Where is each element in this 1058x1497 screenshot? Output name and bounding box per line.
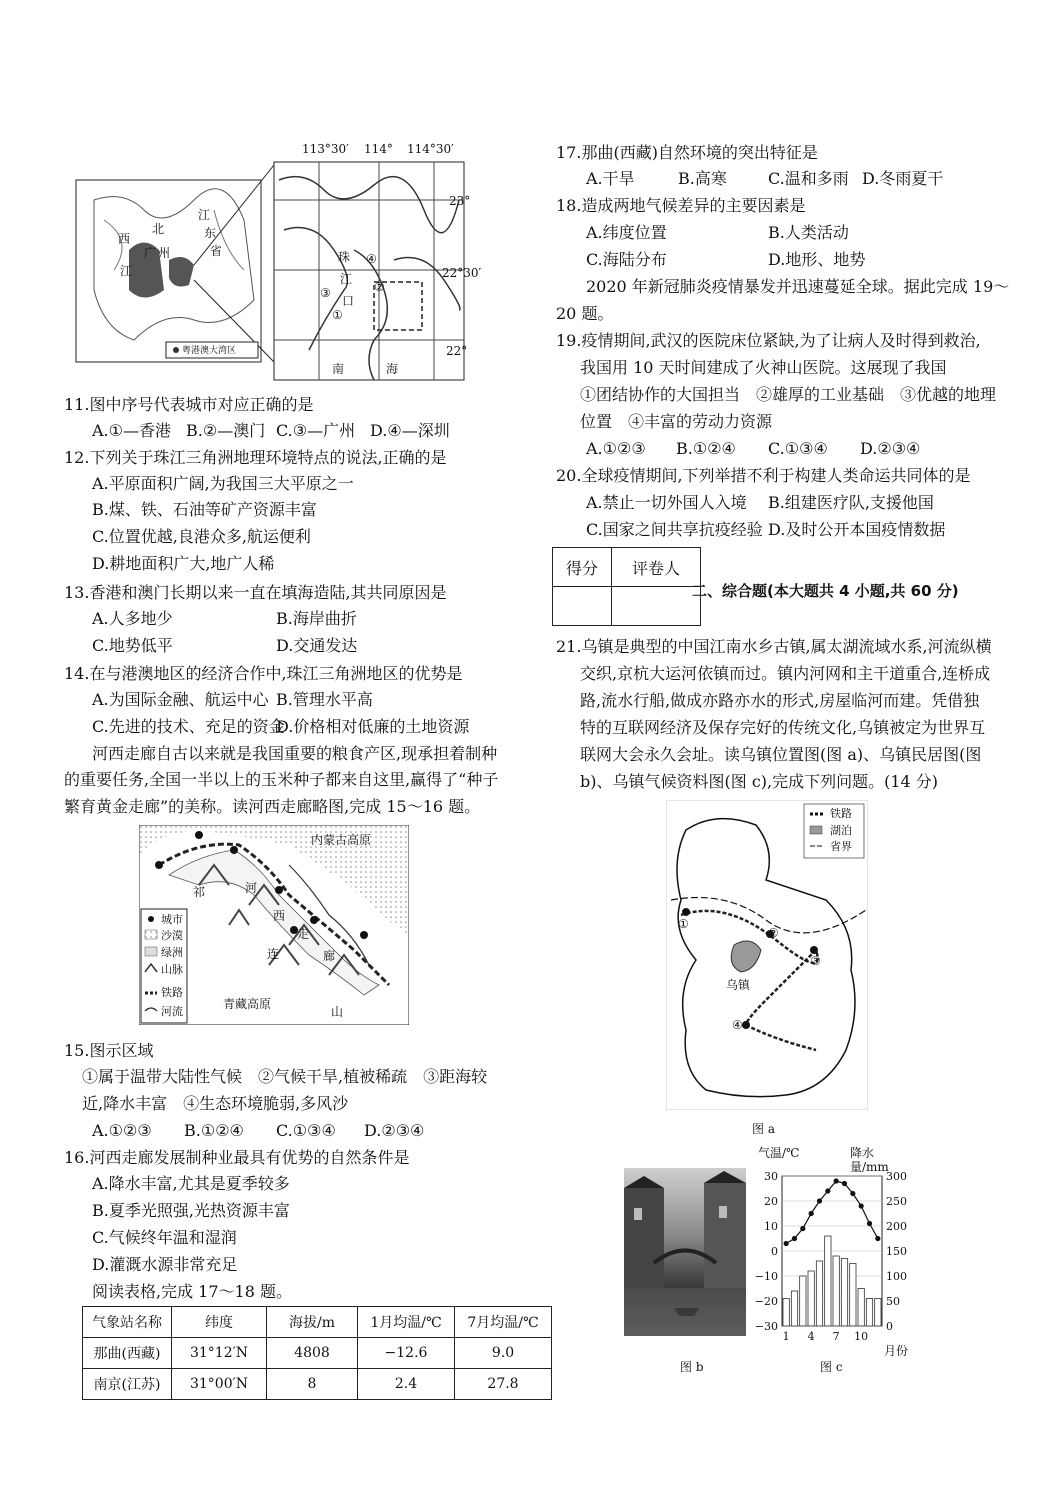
place-label: 江 [120, 264, 133, 278]
precip-bar [833, 1256, 839, 1326]
place-label: 珠 [338, 250, 351, 264]
place-label: 海 [386, 362, 399, 376]
table-cell: 那曲(西藏) [83, 1338, 172, 1369]
temp-point [834, 1178, 839, 1183]
temp-point [842, 1181, 847, 1186]
score-box [552, 547, 701, 626]
q21-line: 特的互联网经济及保存完好的传统文化,乌镇被定为世界互 [580, 718, 986, 737]
precip-bar [791, 1291, 797, 1326]
precip-bar [850, 1264, 856, 1327]
y-left-label: 气温/℃ [758, 1146, 800, 1160]
town-label: 乌镇 [726, 978, 751, 992]
x-axis-label: 月份 [884, 1344, 909, 1358]
question-17-stem: 17.那曲(西藏)自然环境的突出特征是 [556, 143, 818, 162]
place-label: 江 [198, 208, 211, 222]
map2-label: 内蒙古高原 [311, 833, 372, 847]
y-right-tick: 150 [886, 1245, 907, 1258]
intro-17: 阅读表格,完成 17～18 题。 [92, 1282, 292, 1301]
place-label: 西 [118, 232, 131, 246]
y-left-tick: 10 [764, 1220, 778, 1233]
q19-line: ①团结协作的大国担当 ②雄厚的工业基础 ③优越的地理 [580, 385, 997, 404]
climate-table [82, 1306, 552, 1400]
y-left-tick: −20 [754, 1295, 778, 1308]
temp-point [800, 1226, 805, 1231]
q13-option-b: B.海岸曲折 [276, 609, 357, 628]
precip-bar [858, 1289, 864, 1327]
wuzhen-location-map [666, 800, 868, 1110]
temp-point [792, 1236, 797, 1241]
q14-option-d: D.价格相对低廉的土地资源 [276, 717, 470, 736]
q19-option-b: B.①②④ [676, 439, 736, 458]
q13-option-a: A.人多地少 [92, 609, 173, 628]
lon-label: 113°30′ [302, 142, 349, 156]
figure-a-caption: 图 a [752, 1122, 775, 1136]
q15-items-line: 近,降水丰富 ④生态环境脆弱,多风沙 [82, 1094, 349, 1113]
map2-label: 河 [245, 881, 258, 895]
place-label: 北 [152, 222, 165, 236]
q13-option-d: D.交通发达 [276, 636, 358, 655]
intro-15-line: 繁育黄金走廊”的美称。读河西走廊略图,完成 15～16 题。 [64, 797, 481, 816]
lon-label: 114°30′ [407, 142, 454, 156]
precip-bar [800, 1276, 806, 1326]
climate-table-grid [82, 1306, 552, 1400]
reviewer-field[interactable] [612, 587, 701, 626]
q20-option-a: A.禁止一切外国人入境 [586, 493, 747, 512]
q17-option-b: B.高寒 [678, 169, 727, 188]
temp-point [867, 1221, 872, 1226]
map2-label: 连 [267, 947, 280, 961]
y-left-tick: 20 [764, 1195, 778, 1208]
question-16-stem: 16.河西走廊发展制种业最具有优势的自然条件是 [64, 1148, 410, 1167]
question-20-stem: 20.全球疫情期间,下列举措不利于构建人类命运共同体的是 [556, 466, 971, 485]
figure-b-caption: 图 b [680, 1360, 704, 1374]
q12-option-b: B.煤、铁、石油等矿产资源丰富 [92, 500, 317, 519]
y-left-tick: −30 [754, 1320, 778, 1333]
q11-option-a: A.①—香港 [92, 421, 171, 440]
q19-option-c: C.①③④ [768, 439, 828, 458]
x-tick: 7 [832, 1330, 840, 1343]
intro-19-line: 2020 年新冠肺炎疫情暴发并迅速蔓延全球。据此完成 19～ [586, 277, 1010, 296]
q16-option-c: C.气候终年温和湿润 [92, 1228, 237, 1247]
map2-label: 廊 [323, 949, 336, 963]
map2-label: 走 [297, 927, 310, 941]
temp-point [850, 1191, 855, 1196]
table-cell: 8 [267, 1369, 358, 1400]
question-15-stem: 15.图示区域 [64, 1041, 154, 1060]
legend-label: 铁路 [830, 807, 852, 820]
wuzhen-photo [624, 1168, 746, 1336]
q14-option-a: A.为国际金融、航运中心 [92, 690, 269, 709]
q17-option-a: A.干旱 [586, 169, 635, 188]
city-marker: ② [374, 280, 385, 294]
q17-option-d: D.冬雨夏干 [862, 169, 944, 188]
q11-option-c: C.③—广州 [276, 421, 356, 440]
q16-option-a: A.降水丰富,尤其是夏季较多 [92, 1174, 290, 1193]
pearl-river-map [74, 140, 482, 385]
x-tick: 1 [782, 1330, 790, 1343]
table-header: 纬度 [172, 1307, 267, 1338]
place-label: 广 [144, 246, 157, 260]
x-tick: 10 [854, 1330, 869, 1343]
map2-label: 青藏高原 [223, 997, 272, 1011]
q11-option-b: B.②—澳门 [186, 421, 266, 440]
pearl-river-map-svg [74, 140, 482, 385]
q15-option-a: A.①②③ [92, 1121, 152, 1140]
legend-label: 粤港澳大湾区 [182, 346, 237, 356]
table-header: 海拔/m [267, 1307, 358, 1338]
temp-point [875, 1236, 880, 1241]
precip-bar [808, 1271, 814, 1326]
city-marker: ① [678, 917, 689, 931]
lat-label: 23° [449, 194, 471, 208]
q20-option-d: D.及时公开本国疫情数据 [768, 520, 946, 539]
intro-15-line: 河西走廊自古以来就是我国重要的粮食产区,现承担着制种 [92, 744, 498, 763]
temp-point [825, 1188, 830, 1193]
question-14-stem: 14.在与港澳地区的经济合作中,珠江三角洲地区的优势是 [64, 664, 463, 683]
wuzhen-photo-svg [624, 1168, 746, 1336]
table-cell: −12.6 [358, 1338, 455, 1369]
score-label: 得分 [553, 548, 612, 587]
city-marker: ① [332, 308, 343, 322]
map2-label: 祁 [193, 885, 206, 899]
q19-line: 位置 ④丰富的劳动力资源 [580, 412, 773, 431]
q14-option-b: B.管理水平高 [276, 690, 373, 709]
place-label: 州 [158, 246, 171, 260]
q21-line: 联网大会永久会址。读乌镇位置图(图 a)、乌镇民居图(图 [580, 745, 982, 764]
place-label: 省 [210, 244, 223, 258]
temp-point [784, 1241, 789, 1246]
q15-items-line: ①属于温带大陆性气候 ②气候干旱,植被稀疏 ③距海较 [82, 1067, 488, 1086]
lon-label: 114° [364, 142, 393, 156]
city-marker: ② [768, 926, 779, 940]
q18-option-d: D.地形、地势 [768, 250, 866, 269]
city-marker: ③ [810, 954, 821, 968]
legend-label: 城市 [161, 913, 183, 926]
q17-option-c: C.温和多雨 [768, 169, 849, 188]
y-right-tick: 100 [886, 1270, 907, 1283]
section-2-heading: 二、综合题(本大题共 4 小题,共 60 分) [692, 582, 959, 600]
legend-label: 湖泊 [830, 824, 852, 837]
q15-option-c: C.①③④ [276, 1121, 336, 1140]
intro-15-line: 的重要任务,全国一半以上的玉米种子都来自这里,赢得了“种子 [64, 770, 499, 789]
q19-line: 我国用 10 天时间建成了火神山医院。这展现了我国 [580, 358, 947, 377]
city-marker: ④ [732, 1018, 743, 1032]
question-12-stem: 12.下列关于珠江三角洲地理环境特点的说法,正确的是 [64, 448, 447, 467]
table-header: 7月均温/℃ [455, 1307, 552, 1338]
city-marker: ④ [366, 252, 377, 266]
q21-line: 21.乌镇是典型的中国江南水乡古镇,属太湖流域水系,河流纵横 [556, 637, 992, 656]
place-label: 口 [342, 294, 355, 308]
q12-option-c: C.位置优越,良港众多,航运便利 [92, 527, 311, 546]
precip-bar [825, 1236, 831, 1326]
question-11-stem: 11.图中序号代表城市对应正确的是 [64, 395, 314, 414]
q15-option-b: B.①②④ [184, 1121, 244, 1140]
precip-bar [875, 1299, 881, 1327]
table-cell: 31°00′N [172, 1369, 267, 1400]
precip-bar [816, 1261, 822, 1326]
y-right-tick: 50 [886, 1295, 900, 1308]
q18-option-a: A.纬度位置 [586, 223, 667, 242]
city-marker: ③ [320, 286, 331, 300]
precip-bar [783, 1299, 789, 1327]
table-header: 气象站名称 [83, 1307, 172, 1338]
x-tick: 4 [807, 1330, 815, 1343]
q18-option-c: C.海陆分布 [586, 250, 667, 269]
q21-line: 交织,京杭大运河依镇而过。镇内河网和主干道重合,连桥成 [580, 664, 991, 683]
q16-option-d: D.灌溉水源非常充足 [92, 1255, 238, 1274]
y-right-label: 降水量/mm [850, 1146, 889, 1174]
y-right-tick: 250 [886, 1195, 907, 1208]
temp-point [859, 1203, 864, 1208]
table-cell: 2.4 [358, 1369, 455, 1400]
temp-point [817, 1198, 822, 1203]
q16-option-b: B.夏季光照强,光热资源丰富 [92, 1201, 290, 1220]
map2-label: 西 [273, 909, 286, 923]
table-cell: 27.8 [455, 1369, 552, 1400]
q21-line: b)、乌镇气候资料图(图 c),完成下列问题。(14 分) [580, 772, 939, 791]
map2-label: 山 [331, 1005, 344, 1019]
q19-option-d: D.②③④ [860, 439, 921, 458]
q15-option-d: D.②③④ [364, 1121, 425, 1140]
legend-label: 省界 [830, 840, 852, 853]
y-right-tick: 300 [886, 1170, 907, 1183]
hexi-corridor-map [139, 825, 409, 1025]
place-label: 江 [340, 272, 353, 286]
table-cell: 31°12′N [172, 1338, 267, 1369]
table-row [83, 1369, 552, 1400]
figure-c-caption: 图 c [820, 1360, 843, 1374]
q19-option-a: A.①②③ [586, 439, 646, 458]
precip-bar [841, 1259, 847, 1327]
climate-chart-svg [752, 1146, 912, 1376]
q21-line: 路,流水行船,做成亦路亦水的形式,房屋临河而建。凭借独 [580, 691, 980, 710]
legend-label: 沙漠 [161, 929, 183, 942]
table-cell: 南京(江苏) [83, 1369, 172, 1400]
table-row [83, 1338, 552, 1369]
q13-option-c: C.地势低平 [92, 636, 173, 655]
y-right-tick: 200 [886, 1220, 907, 1233]
place-label: 东 [204, 226, 217, 240]
table-header-row [83, 1307, 552, 1338]
precip-bar [866, 1299, 872, 1327]
temp-point [809, 1211, 814, 1216]
legend-label: 山脉 [161, 963, 183, 976]
lat-label: 22°30′ [442, 266, 482, 280]
question-18-stem: 18.造成两地气候差异的主要因素是 [556, 196, 806, 215]
legend-label: 铁路 [161, 986, 183, 999]
table-cell: 9.0 [455, 1338, 552, 1369]
legend-label: 河流 [161, 1005, 183, 1018]
lat-label: 22° [446, 344, 468, 358]
q18-option-b: B.人类活动 [768, 223, 849, 242]
q20-option-b: B.组建医疗队,支援他国 [768, 493, 934, 512]
q11-option-d: D.④—深圳 [370, 421, 450, 440]
y-right-tick: 0 [886, 1320, 893, 1333]
score-field[interactable] [553, 587, 612, 626]
y-left-tick: 0 [771, 1245, 778, 1258]
score-box-grid [552, 547, 701, 626]
legend-label: 绿洲 [161, 946, 183, 959]
table-header: 1月均温/℃ [358, 1307, 455, 1338]
place-label: 南 [332, 362, 345, 376]
intro-19-line: 20 题。 [556, 304, 614, 323]
table-cell: 4808 [267, 1338, 358, 1369]
reviewer-label: 评卷人 [612, 548, 701, 587]
climate-chart [752, 1146, 912, 1376]
question-13-stem: 13.香港和澳门长期以来一直在填海造陆,其共同原因是 [64, 583, 447, 602]
q12-option-a: A.平原面积广阔,为我国三大平原之一 [92, 474, 354, 493]
y-left-tick: 30 [764, 1170, 778, 1183]
q19-line: 19.疫情期间,武汉的医院床位紧缺,为了让病人及时得到救治, [556, 331, 981, 350]
q20-option-c: C.国家之间共享抗疫经验 [586, 520, 763, 539]
q14-option-c: C.先进的技术、充足的资金 [92, 717, 285, 736]
y-left-tick: −10 [754, 1270, 778, 1283]
q12-option-d: D.耕地面积广大,地广人稀 [92, 554, 275, 573]
